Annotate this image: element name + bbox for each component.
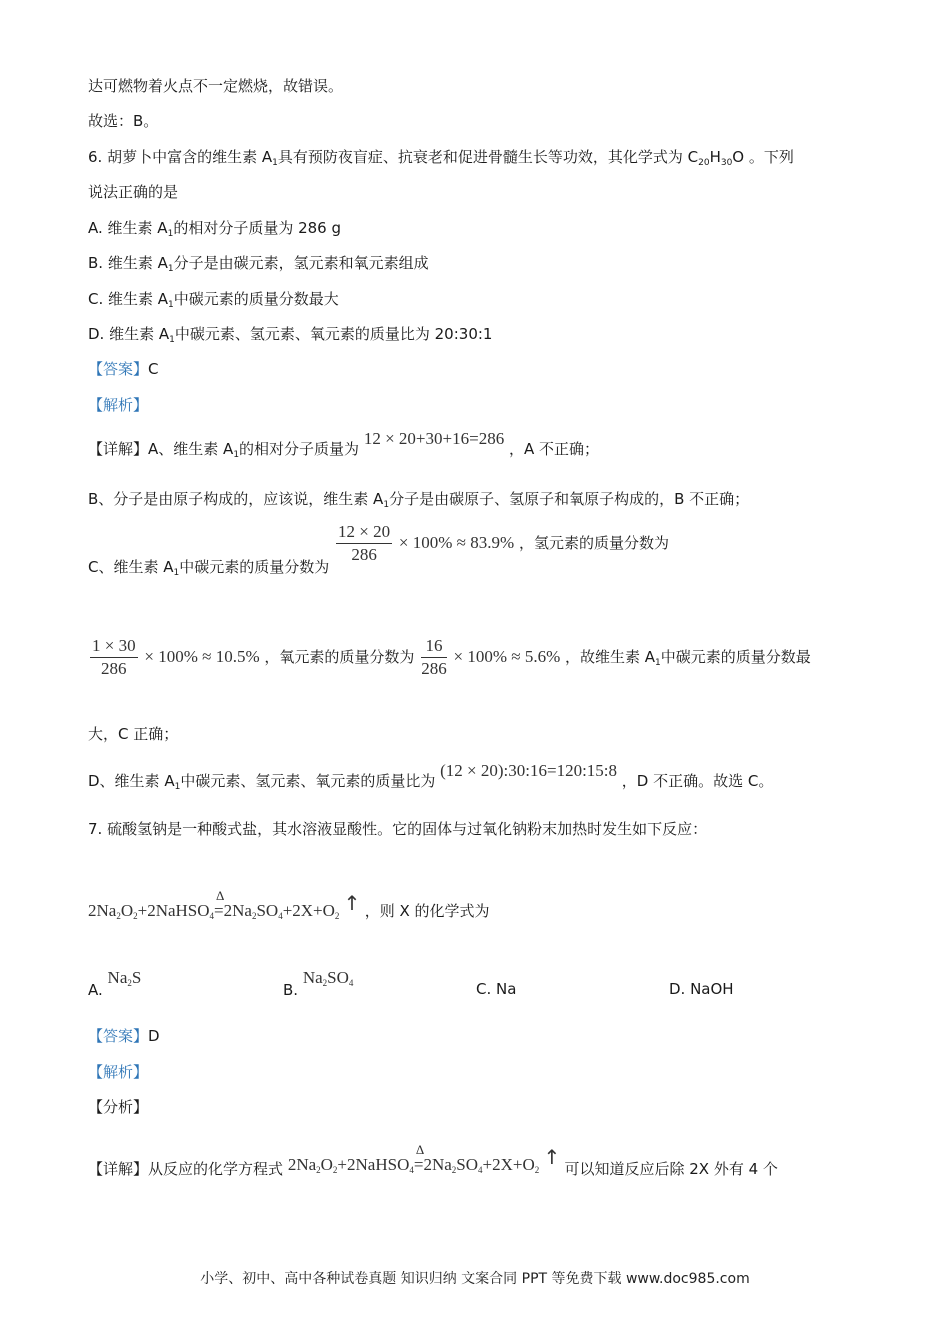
- q7-option-a: A. $Na_2S$: [88, 968, 142, 999]
- q7-option-c: C. Na: [476, 980, 517, 998]
- q6-detail-4: $\frac{1 \times 30}{286}$ × 100% ≈ 10.5% ，氧元素的质量分数为 $\frac{16}{286}$ × 100% ≈ 5.6% ，故维生素 $A_1$中碳元素的质量分数最: [92, 636, 811, 678]
- q6-analysis-label: 【解析】: [88, 396, 149, 414]
- q7-equation: $2Na_2O_2+2NaHSO_4$ Δ $=2Na_2SO_4+2X+O_2$ ↑ ，则 X 的化学式为: [88, 888, 490, 921]
- q6-detail-3: C、维生素 $A_1$中碳元素的质量分数为 $\frac{12 \times 20}{286}$ × 100% ≈ 83.9% ，氢元素的质量分数为: [88, 522, 669, 578]
- chemical-equation: $2Na_2O_2+2NaHSO_4$ Δ $=2Na_2SO_4+2X+O_2$ ↑: [88, 888, 361, 921]
- q6-detail-6: D、维生素 $A_1$中碳元素、氢元素、氧元素的质量比为 (12 × 20):30:16=120:15:8 ，D 不正确。故选 C。: [88, 761, 774, 792]
- q6-option-b: B. 维生素 $A_1$分子是由碳元素，氢元素和氧元素组成: [88, 254, 429, 274]
- q6-option-c: C. 维生素 $A_1$中碳元素的质量分数最大: [88, 290, 339, 310]
- q6-answer: 【答案】C: [88, 360, 159, 378]
- fraction: $\frac{16}{286}$: [421, 636, 447, 678]
- q7-detail: 【详解】从反应的化学方程式 $2Na_2O_2+2NaHSO_4$ Δ $=2Na_2SO_4+2X+O_2$ ↑ 可以知道反应后除 2X 外有 4 个: [88, 1142, 778, 1178]
- q6-option-a: A. 维生素 $A_1$的相对分子质量为 286 g: [88, 219, 342, 239]
- q7-option-d: D. NaOH: [669, 980, 734, 998]
- q6-stem: 6. 胡萝卜中富含的维生素 $A_1$具有预防夜盲症、抗衰老和促进骨髓生长等功效，其化学式为 $C_{20}H_{30}O$ 。下列: [88, 148, 794, 168]
- q7-answer: 【答案】D: [88, 1027, 160, 1045]
- q6-detail-2: B、分子是由原子构成的，应该说，维生素 $A_1$分子是由碳原子、氢原子和氧原子构成的，B 不正确；: [88, 490, 750, 510]
- q6-stem-line2: 说法正确的是: [88, 183, 179, 201]
- fraction: $\frac{12 \times 20}{286}$: [338, 522, 391, 564]
- page-footer: 小学、初中、高中各种试卷真题 知识归纳 文案合同 PPT 等免费下载 www.doc985.com: [200, 1271, 750, 1287]
- q7-analysis-label: 【解析】: [88, 1063, 149, 1081]
- formula: (12 × 20):30:16=120:15:8: [440, 761, 618, 780]
- q7-option-b: B. $Na_2SO_4$: [283, 968, 354, 999]
- q7-fenxi-label: 【分析】: [88, 1098, 149, 1116]
- text-line: 达可燃物着火点不一定燃烧，故错误。: [88, 77, 344, 95]
- q6-detail-1: 【详解】A、维生素 $A_1$的相对分子质量为 12 × 20+30+16=286 ，A 不正确；: [88, 429, 600, 460]
- text-line: 故选：B。: [88, 112, 159, 130]
- fraction: $\frac{1 \times 30}{286}$: [92, 636, 136, 678]
- q7-stem: 7. 硫酸氢钠是一种酸式盐，其水溶液显酸性。它的固体与过氧化钠粉末加热时发生如下反应：: [88, 820, 708, 838]
- chemical-equation: $2Na_2O_2+2NaHSO_4$ Δ $=2Na_2SO_4+2X+O_2$ ↑: [287, 1142, 561, 1175]
- q6-option-d: D. 维生素 $A_1$中碳元素、氢元素、氧元素的质量比为 20:30:1: [88, 325, 493, 345]
- formula: 12 × 20+30+16=286: [363, 429, 505, 448]
- q6-detail-5: 大，C 正确；: [88, 725, 179, 743]
